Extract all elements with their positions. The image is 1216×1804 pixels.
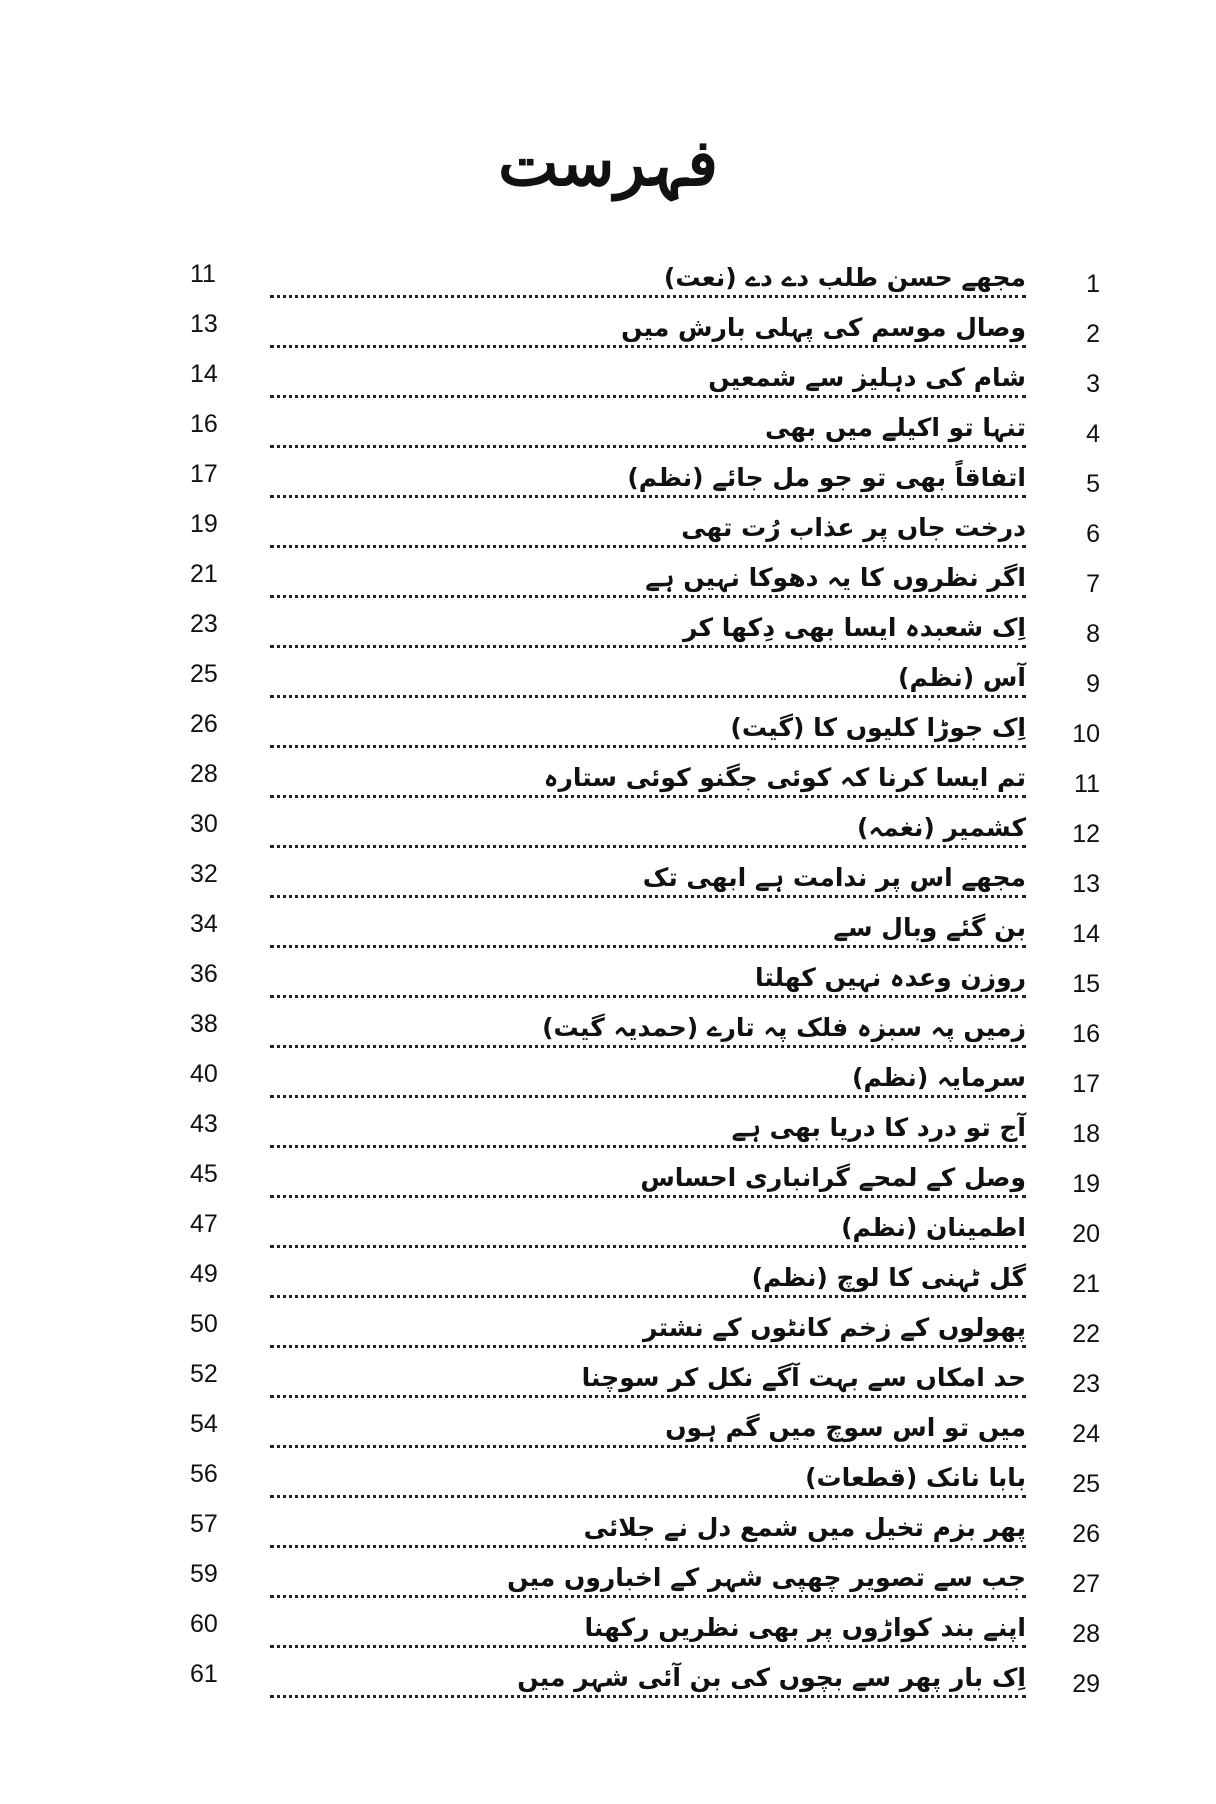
entry-page-number: 13 xyxy=(190,310,218,338)
toc-entry xyxy=(0,753,1216,803)
entry-title: جب سے تصویر چھپی شہر کے اخباروں میں xyxy=(501,1561,1026,1595)
entry-page-number: 11 xyxy=(190,260,216,288)
entry-page-number: 30 xyxy=(190,810,218,838)
toc-entry xyxy=(0,453,1216,503)
entry-title: آج تو درد کا دریا بھی ہے xyxy=(726,1111,1026,1145)
entry-page-number: 47 xyxy=(190,1210,218,1238)
entry-page-number: 56 xyxy=(190,1460,218,1488)
toc-entry xyxy=(0,1453,1216,1503)
entry-title: اگر نظروں کا یہ دھوکا نہیں ہے xyxy=(639,561,1026,595)
entry-title: بن گئے وبال سے xyxy=(827,911,1026,945)
entry-title: زمیں پہ سبزہ فلک پہ تارے (حمدیہ گیت) xyxy=(536,1011,1026,1045)
entry-page-number: 60 xyxy=(190,1610,218,1638)
entry-page-number: 34 xyxy=(190,910,218,938)
table-of-contents xyxy=(0,253,1216,1703)
page-title: فہرست xyxy=(498,126,718,201)
entry-page-number: 17 xyxy=(190,460,218,488)
entry-page-number: 43 xyxy=(190,1110,218,1138)
entry-page-number: 45 xyxy=(190,1160,218,1188)
entry-number: 3 xyxy=(1086,370,1100,398)
entry-number: 4 xyxy=(1086,420,1100,448)
toc-entry xyxy=(0,803,1216,853)
entry-number: 13 xyxy=(1072,870,1100,898)
entry-page-number: 36 xyxy=(190,960,218,988)
entry-title: کشمیر (نغمہ) xyxy=(851,811,1026,845)
entry-title: تم ایسا کرنا کہ کوئی جگنو کوئی ستارہ xyxy=(538,761,1026,795)
entry-page-number: 57 xyxy=(190,1510,218,1538)
entry-page-number: 32 xyxy=(190,860,218,888)
toc-entry xyxy=(0,603,1216,653)
entry-number: 11 xyxy=(1074,770,1100,798)
entry-number: 29 xyxy=(1072,1670,1100,1698)
entry-page-number: 59 xyxy=(190,1560,218,1588)
entry-number: 18 xyxy=(1072,1120,1100,1148)
toc-entry xyxy=(0,1253,1216,1303)
toc-entry xyxy=(0,703,1216,753)
entry-page-number: 52 xyxy=(190,1360,218,1388)
toc-entry xyxy=(0,1403,1216,1453)
entry-title: اِک جوڑا کلیوں کا (گیت) xyxy=(724,711,1026,745)
entry-number: 1 xyxy=(1086,270,1100,298)
entry-number: 2 xyxy=(1086,320,1100,348)
entry-title: اپنے بند کواڑوں پر بھی نظریں رکھنا xyxy=(579,1611,1026,1645)
toc-entry xyxy=(0,1003,1216,1053)
entry-number: 14 xyxy=(1072,920,1100,948)
entry-page-number: 14 xyxy=(190,360,218,388)
entry-title: روزن وعدہ نہیں کھلتا xyxy=(749,961,1026,995)
entry-title: میں تو اس سوچ میں گم ہوں xyxy=(659,1411,1026,1445)
toc-entry xyxy=(0,353,1216,403)
entry-number: 19 xyxy=(1072,1170,1100,1198)
toc-entry xyxy=(0,953,1216,1003)
toc-entry xyxy=(0,1053,1216,1103)
entry-page-number: 26 xyxy=(190,710,218,738)
toc-entry xyxy=(0,403,1216,453)
entry-page-number: 23 xyxy=(190,610,218,638)
entry-title: آس (نظم) xyxy=(892,661,1026,695)
toc-entry xyxy=(0,903,1216,953)
entry-number: 12 xyxy=(1072,820,1100,848)
entry-title: وصال موسم کی پہلی بارش میں xyxy=(615,311,1026,345)
toc-entry xyxy=(0,1353,1216,1403)
entry-number: 20 xyxy=(1072,1220,1100,1248)
entry-number: 10 xyxy=(1072,720,1100,748)
toc-entry xyxy=(0,1153,1216,1203)
entry-title: وصل کے لمحے گرانباری احساس xyxy=(634,1161,1026,1195)
entry-page-number: 28 xyxy=(190,760,218,788)
entry-page-number: 19 xyxy=(190,510,218,538)
entry-page-number: 54 xyxy=(190,1410,218,1438)
entry-number: 28 xyxy=(1072,1620,1100,1648)
entry-title: پھولوں کے زخم کانٹوں کے نشتر xyxy=(637,1311,1026,1345)
entry-title: شام کی دہلیز سے شمعیں xyxy=(702,361,1026,395)
entry-number: 15 xyxy=(1072,970,1100,998)
toc-entry xyxy=(0,1653,1216,1703)
toc-entry xyxy=(0,1303,1216,1353)
entry-number: 8 xyxy=(1086,620,1100,648)
toc-entry xyxy=(0,1553,1216,1603)
toc-entry xyxy=(0,853,1216,903)
entry-title: تنہا تو اکیلے میں بھی xyxy=(759,411,1026,445)
entry-number: 25 xyxy=(1072,1470,1100,1498)
entry-title: اِک شعبدہ ایسا بھی دِکھا کر xyxy=(677,611,1026,645)
entry-page-number: 50 xyxy=(190,1310,218,1338)
entry-title: اِک بار پھر سے بچوں کی بن آئی شہر میں xyxy=(511,1661,1026,1695)
toc-entry xyxy=(0,1603,1216,1653)
entry-number: 21 xyxy=(1072,1270,1100,1298)
toc-entry xyxy=(0,553,1216,603)
entry-number: 27 xyxy=(1072,1570,1100,1598)
entry-title: بابا نانک (قطعات) xyxy=(799,1461,1026,1495)
entry-number: 26 xyxy=(1072,1520,1100,1548)
entry-number: 9 xyxy=(1086,670,1100,698)
entry-page-number: 21 xyxy=(190,560,218,588)
toc-entry xyxy=(0,253,1216,303)
entry-page-number: 16 xyxy=(190,410,218,438)
toc-entry xyxy=(0,1103,1216,1153)
toc-entry xyxy=(0,1203,1216,1253)
entry-page-number: 38 xyxy=(190,1010,218,1038)
toc-entry xyxy=(0,503,1216,553)
entry-number: 17 xyxy=(1072,1070,1100,1098)
entry-title: حد امکاں سے بہت آگے نکل کر سوچنا xyxy=(576,1361,1026,1395)
entry-number: 22 xyxy=(1072,1320,1100,1348)
entry-page-number: 40 xyxy=(190,1060,218,1088)
entry-title: گل ٹہنی کا لوچ (نظم) xyxy=(746,1261,1026,1295)
toc-entry xyxy=(0,653,1216,703)
entry-number: 24 xyxy=(1072,1420,1100,1448)
entry-title: مجھے حسن طلب دے دے (نعت) xyxy=(658,261,1026,295)
entry-title: سرمایہ (نظم) xyxy=(846,1061,1026,1095)
entry-title: اتفاقاً بھی تو جو مل جائے (نظم) xyxy=(621,461,1026,495)
entry-page-number: 49 xyxy=(190,1260,218,1288)
toc-entry xyxy=(0,1503,1216,1553)
entry-number: 6 xyxy=(1086,520,1100,548)
entry-number: 7 xyxy=(1086,570,1100,598)
entry-number: 23 xyxy=(1072,1370,1100,1398)
entry-title: مجھے اس پر ندامت ہے ابھی تک xyxy=(637,861,1026,895)
entry-number: 5 xyxy=(1086,470,1100,498)
entry-title: درخت جاں پر عذاب رُت تھی xyxy=(675,511,1026,545)
entry-title: پھر بزم تخیل میں شمع دل نے جلائی xyxy=(578,1511,1026,1545)
entry-page-number: 61 xyxy=(190,1660,218,1688)
entry-number: 16 xyxy=(1072,1020,1100,1048)
toc-entry xyxy=(0,303,1216,353)
entry-page-number: 25 xyxy=(190,660,218,688)
entry-title: اطمینان (نظم) xyxy=(835,1211,1026,1245)
